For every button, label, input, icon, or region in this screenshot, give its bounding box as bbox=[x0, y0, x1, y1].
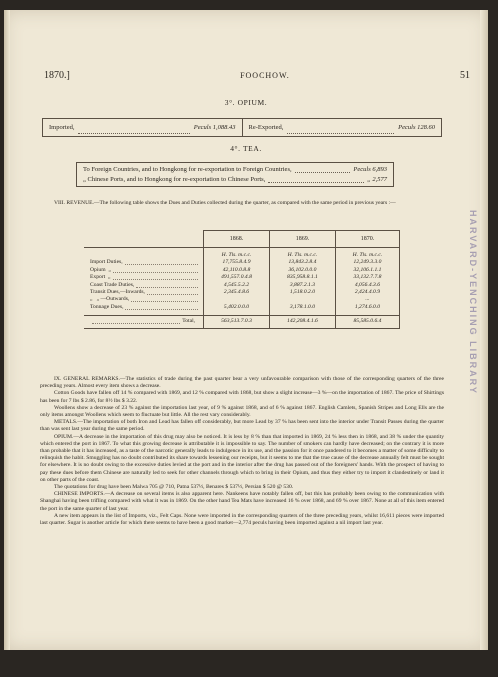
row-value: 5,402.0.0.0 bbox=[204, 304, 270, 316]
row-value bbox=[204, 296, 270, 303]
tea-foreign-label: To Foreign Countries, and to Hongkong for re-exportation to Foreign Countries, bbox=[83, 166, 292, 173]
row-value: 42,110.0.8.8 bbox=[204, 267, 270, 274]
row-value: 3,887.2.1.3 bbox=[269, 282, 335, 289]
row-value: 1,274.6.0.0 bbox=[335, 304, 399, 316]
revenue-total-row bbox=[84, 316, 400, 328]
remarks-paragraph: A new item appears in the list of Imports, viz., Felt Caps. None were imported in the corresponding quarters of the three preceding years, whilst 16,611 pieces were imported last quarter. Sugar is another article for which there seems to have been a good market—2,774 peculs having been imported against a nil import last year. bbox=[40, 512, 444, 527]
row-value: 491,557.0.4.8 bbox=[204, 274, 270, 281]
row-label: Tonnage Dues, bbox=[90, 303, 124, 310]
opium-reexported-label: Re-Exported, bbox=[248, 124, 284, 131]
remarks-paragraph: Woollens show a decrease of 23 % against the importation last year, of 9 % against 1868, and of 6 % against 1867. English Camlets, Spanish Stripes and Long Ells are the only items amongst Woollens which seem to fluctuate but little. All the rest vary considerably. bbox=[40, 404, 444, 419]
row-value: 33,132.7.7.8 bbox=[335, 274, 399, 281]
tea-line-foreign bbox=[83, 165, 387, 175]
tea-line-chinese bbox=[83, 175, 387, 185]
row-value: 2,345.4.8.6 bbox=[204, 289, 270, 296]
tea-chinese-value: „ 2,577 bbox=[367, 176, 387, 183]
tea-heading: 4°. TEA. bbox=[230, 144, 262, 153]
general-remarks bbox=[40, 376, 444, 527]
table-row bbox=[84, 289, 400, 296]
leader-dots bbox=[287, 132, 394, 134]
row-value: 4,056.4.3.6 bbox=[335, 282, 399, 289]
opium-reexported-value: Peculs 128.60 bbox=[398, 124, 435, 131]
revenue-table bbox=[84, 230, 400, 329]
total-1868: 563,513.7.0.3 bbox=[204, 316, 270, 328]
leader-dots bbox=[268, 181, 364, 183]
row-value bbox=[269, 296, 335, 303]
leader-dots bbox=[295, 171, 351, 173]
row-label: Opium „ bbox=[90, 266, 111, 273]
revenue-header-row bbox=[84, 231, 400, 248]
revenue-intro-text: VIII. REVENUE.—The following table shows the Dues and Duties collected during the quarter, as compared with the same period in previous years :— bbox=[54, 200, 396, 206]
remarks-paragraph: IX. GENERAL REMARKS.—The statistics of trade during the past quarter bear a very unfavourable comparison with those of the corresponding quarters of the three preceding years. Almost every item shows a decrease. bbox=[40, 376, 444, 390]
table-row bbox=[84, 282, 400, 289]
row-value: 1,518.0.2.0 bbox=[269, 289, 335, 296]
table-row bbox=[84, 267, 400, 274]
table-row bbox=[84, 274, 400, 281]
row-value: 2,424.4.0.9 bbox=[335, 289, 399, 296]
revenue-year-1870: 1870. bbox=[335, 231, 399, 248]
remarks-paragraph: OPIUM.—A decrease in the importation of this drug may also be noticed. It is less by 8 % than that imported in 1869, 24 % less then in 1868, and 38 % under the quantity which entered the port in 1867. To what this growing decrease is attributable it is impossible to say. The number of smokers can hardly have decreased; on the contrary it is more than probable that it has increased, as a taste of the narcotic generally leads to indulgence in its use, and the passion for it once pandered to it becomes a matter of some difficulty to relinquish the habit. Smuggling has no doubt contributed its share towards lessening our receipts, but it seems to me that the true cause of the decrease annually felt must be sought for elsewhere. It is no doubt owing to the excessive duties levied at the port and in the interior after the drug has passed out of the foreigners' hands. With the prospect of having to pay these dues before them Chinese are naturally led to seek for other channels through which to bring in their Opium, and thus they either try to import it clandestinely or land it on other parts of the coast. bbox=[40, 433, 444, 483]
table-row bbox=[84, 296, 400, 303]
row-label: Coast Trade Duties, bbox=[90, 281, 135, 288]
row-label: Import Duties, bbox=[90, 259, 123, 266]
tea-foreign-value: Peculs 6,893 bbox=[353, 166, 387, 173]
row-value: 835,958.8.1.1 bbox=[269, 274, 335, 281]
total-label: Total, bbox=[182, 318, 196, 325]
row-label: Export „ bbox=[90, 274, 111, 281]
row-value: 13,843.2.8.4 bbox=[269, 259, 335, 266]
units-1870: H. Tls. m.c.c. bbox=[335, 248, 399, 260]
opium-summary-box bbox=[42, 118, 442, 137]
opium-heading: 3°. OPIUM. bbox=[224, 98, 268, 107]
opium-imported-cell bbox=[43, 119, 242, 136]
total-1869: 142,208.4.1.6 bbox=[269, 316, 335, 328]
revenue-units-row bbox=[84, 248, 400, 260]
total-1870: 85,585.0.6.4 bbox=[335, 316, 399, 328]
row-value: 12,249.3.3.0 bbox=[335, 259, 399, 266]
revenue-corner bbox=[84, 231, 204, 248]
row-value: 17,755.8.4.9 bbox=[204, 259, 270, 266]
row-value: ... bbox=[335, 296, 399, 303]
opium-imported-label: Imported, bbox=[49, 124, 75, 131]
table-row bbox=[84, 259, 400, 266]
row-label: Transit Dues,—Inwards, bbox=[90, 289, 145, 296]
remarks-paragraph: Cotton Goods have fallen off 14 % compared with 1869, and 12 % compared with 1868, but show a slight increase—3 %—on the importation of 1867. The price of Shirtings has been for 7 lbs $ 2.86, for 8½ lbs $ 3.22. bbox=[40, 390, 444, 404]
units-1869: H. Tls. m.c.c. bbox=[269, 248, 335, 260]
table-row bbox=[84, 304, 400, 316]
row-value: 3,178.1.0.0 bbox=[269, 304, 335, 316]
row-value: 36,102.0.0.0 bbox=[269, 267, 335, 274]
book-page bbox=[4, 10, 488, 650]
row-value: 32,106.1.1.1 bbox=[335, 267, 399, 274]
tea-summary-box bbox=[76, 162, 394, 187]
remarks-paragraph: CHINESE IMPORTS.—A decrease on several items is also apparent here. Nankeens have notably fallen off, but this has probably been owing to the communication with Shanghai having been trifling compared with what it was in 1869. On the other hand Tea Mats have increased 16 % over 1868, and 69 % over 1867. None at all of this item entered the port in the same quarter of last year. bbox=[40, 491, 444, 512]
row-value: 4,545.5.2.2 bbox=[204, 282, 270, 289]
row-label: „ „ —Outwards, bbox=[90, 296, 130, 303]
header-title: FOOCHOW. bbox=[240, 71, 290, 80]
opium-reexported-cell bbox=[242, 119, 442, 136]
opium-imported-value: Peculs 1,088.43 bbox=[193, 124, 236, 131]
leader-dots bbox=[78, 132, 189, 134]
units-1868: H. Tls. m.c.c. bbox=[204, 248, 270, 260]
library-stamp: HARVARD-YENCHING LIBRARY bbox=[468, 210, 478, 395]
remarks-paragraph: METALS.—The importation of both Iron and Lead has fallen off considerably, but more Lead by 37 % has been sent into the interior under Transit Passes during the quarter than was sent last year during the same period. bbox=[40, 419, 444, 433]
revenue-year-1869: 1869. bbox=[269, 231, 335, 248]
header-year: 1870.] bbox=[44, 70, 70, 81]
page-header bbox=[44, 70, 470, 81]
remarks-paragraph: The quotations for drug have been Malwa 705 @ 710, Patna 537½, Benares $ 537½, Persian $ 520 @ 530. bbox=[54, 484, 294, 491]
revenue-year-1868: 1868. bbox=[204, 231, 270, 248]
revenue-intro bbox=[40, 200, 444, 207]
tea-chinese-label: „ Chinese Ports, and to Hongkong for re-exportation to Chinese Ports, bbox=[83, 176, 266, 183]
page-number: 51 bbox=[460, 70, 470, 81]
